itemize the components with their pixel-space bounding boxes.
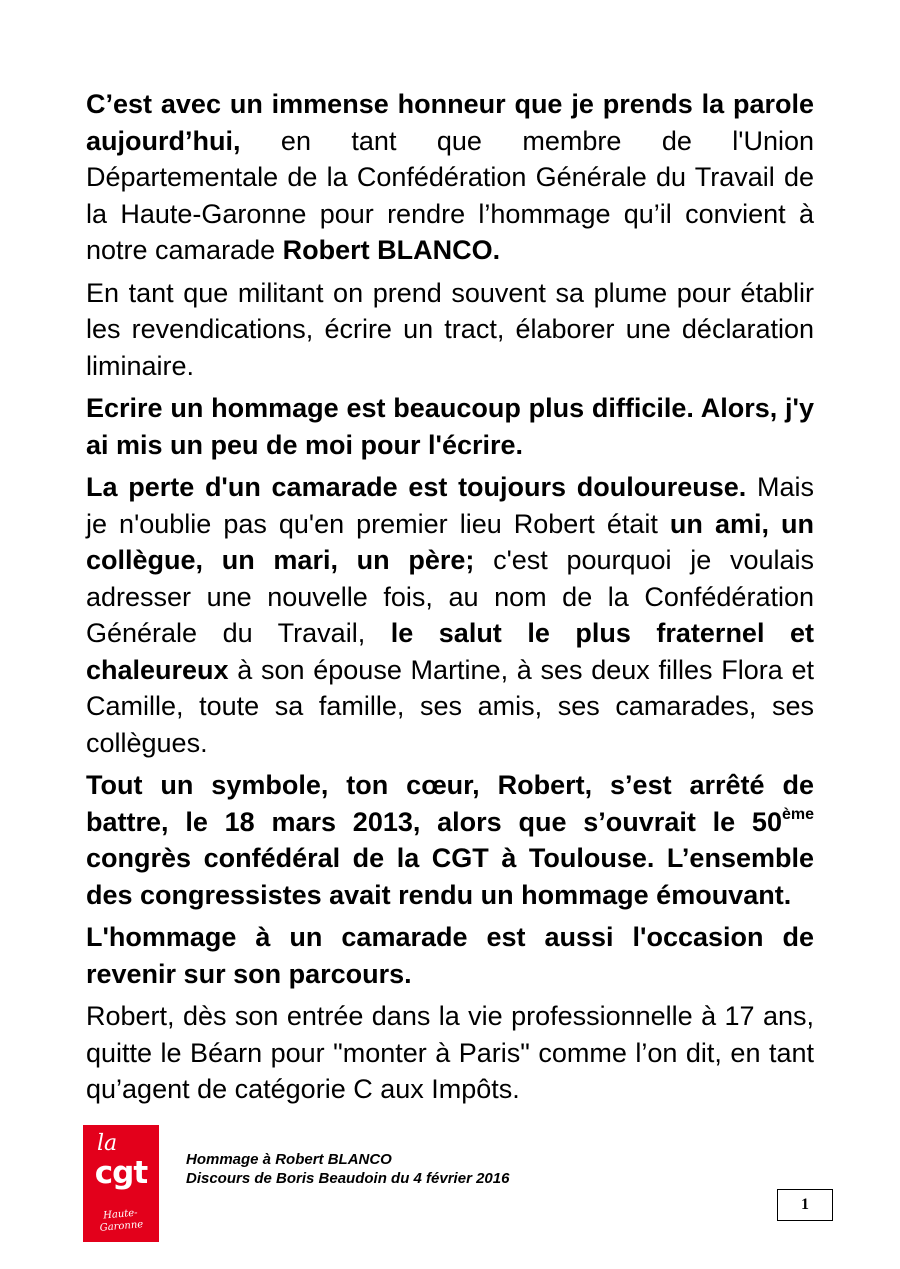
regular-text: à son épouse Martine, à ses deux filles Flora et Camille, toute sa famille, ses amis, ses camarades, ses collègues. bbox=[86, 654, 814, 758]
paragraph bbox=[86, 275, 814, 385]
regular-text: Robert, dès son entrée dans la vie professionnelle à 17 ans, quitte le Béarn pour "monter à Paris" comme l’on dit, en tant qu’agent de catégorie C aux Impôts. bbox=[86, 1001, 814, 1104]
cgt-logo bbox=[83, 1125, 159, 1242]
footer-caption bbox=[186, 1150, 509, 1188]
logo-department-text: Haute-Garonne bbox=[99, 1207, 144, 1234]
paragraph bbox=[86, 469, 814, 761]
bold-text: La perte d'un camarade est toujours douloureuse. bbox=[86, 472, 747, 502]
regular-text: En tant que militant on prend souvent sa plume pour établir les revendications, écrire un tract, élaborer une déclaration liminaire. bbox=[86, 277, 814, 381]
bold-text: un ami, un collègue, un mari, un père; bbox=[86, 508, 814, 575]
bold-text: Ecrire un hommage est beaucoup plus difficile. Alors, j'y ai mis un peu de moi pour l'écrire. bbox=[86, 393, 814, 460]
superscript-text: ème bbox=[781, 805, 814, 823]
page-number: 1 bbox=[777, 1189, 833, 1221]
regular-text: Mais je n'oublie pas qu'en premier lieu Robert était bbox=[86, 472, 814, 539]
bold-text: L'hommage à un camarade est aussi l'occasion de revenir sur son parcours. bbox=[86, 922, 814, 989]
bold-text: le salut le plus fraternel et chaleureux bbox=[86, 618, 814, 685]
speech-body bbox=[86, 86, 814, 1114]
paragraph bbox=[86, 919, 814, 992]
footer-title: Hommage à Robert BLANCO bbox=[186, 1151, 392, 1168]
paragraph bbox=[86, 767, 814, 913]
regular-text: en tant que membre de l'Union Départementale de la Confédération Générale du Travail de la Haute-Garonne pour rendre l’hommage qu’il convient à notre camarade bbox=[86, 125, 814, 265]
footer-subtitle: Discours de Boris Beaudoin du 4 février 2016 bbox=[186, 1170, 510, 1187]
bold-text: C’est avec un immense honneur que je prends la parole aujourd’hui, bbox=[86, 89, 814, 156]
bold-text: Robert BLANCO. bbox=[282, 235, 501, 265]
paragraph bbox=[86, 390, 814, 463]
paragraph bbox=[86, 86, 814, 269]
bold-text: congrès confédéral de la CGT à Toulouse. L’ensemble des congressistes avait rendu un hommage émouvant. bbox=[86, 843, 814, 910]
bold-text: Tout un symbole, ton cœur, Robert, s’est arrêté de battre, le 18 mars 2013, alors que s’ouvrait le 50 bbox=[86, 770, 814, 837]
logo-la-text: la bbox=[97, 1131, 118, 1156]
paragraph bbox=[86, 998, 814, 1108]
regular-text: c'est pourquoi je voulais adresser une nouvelle fois, au nom de la Confédération Générale du Travail, bbox=[86, 545, 814, 648]
logo-cgt-text: cgt bbox=[94, 1155, 148, 1191]
